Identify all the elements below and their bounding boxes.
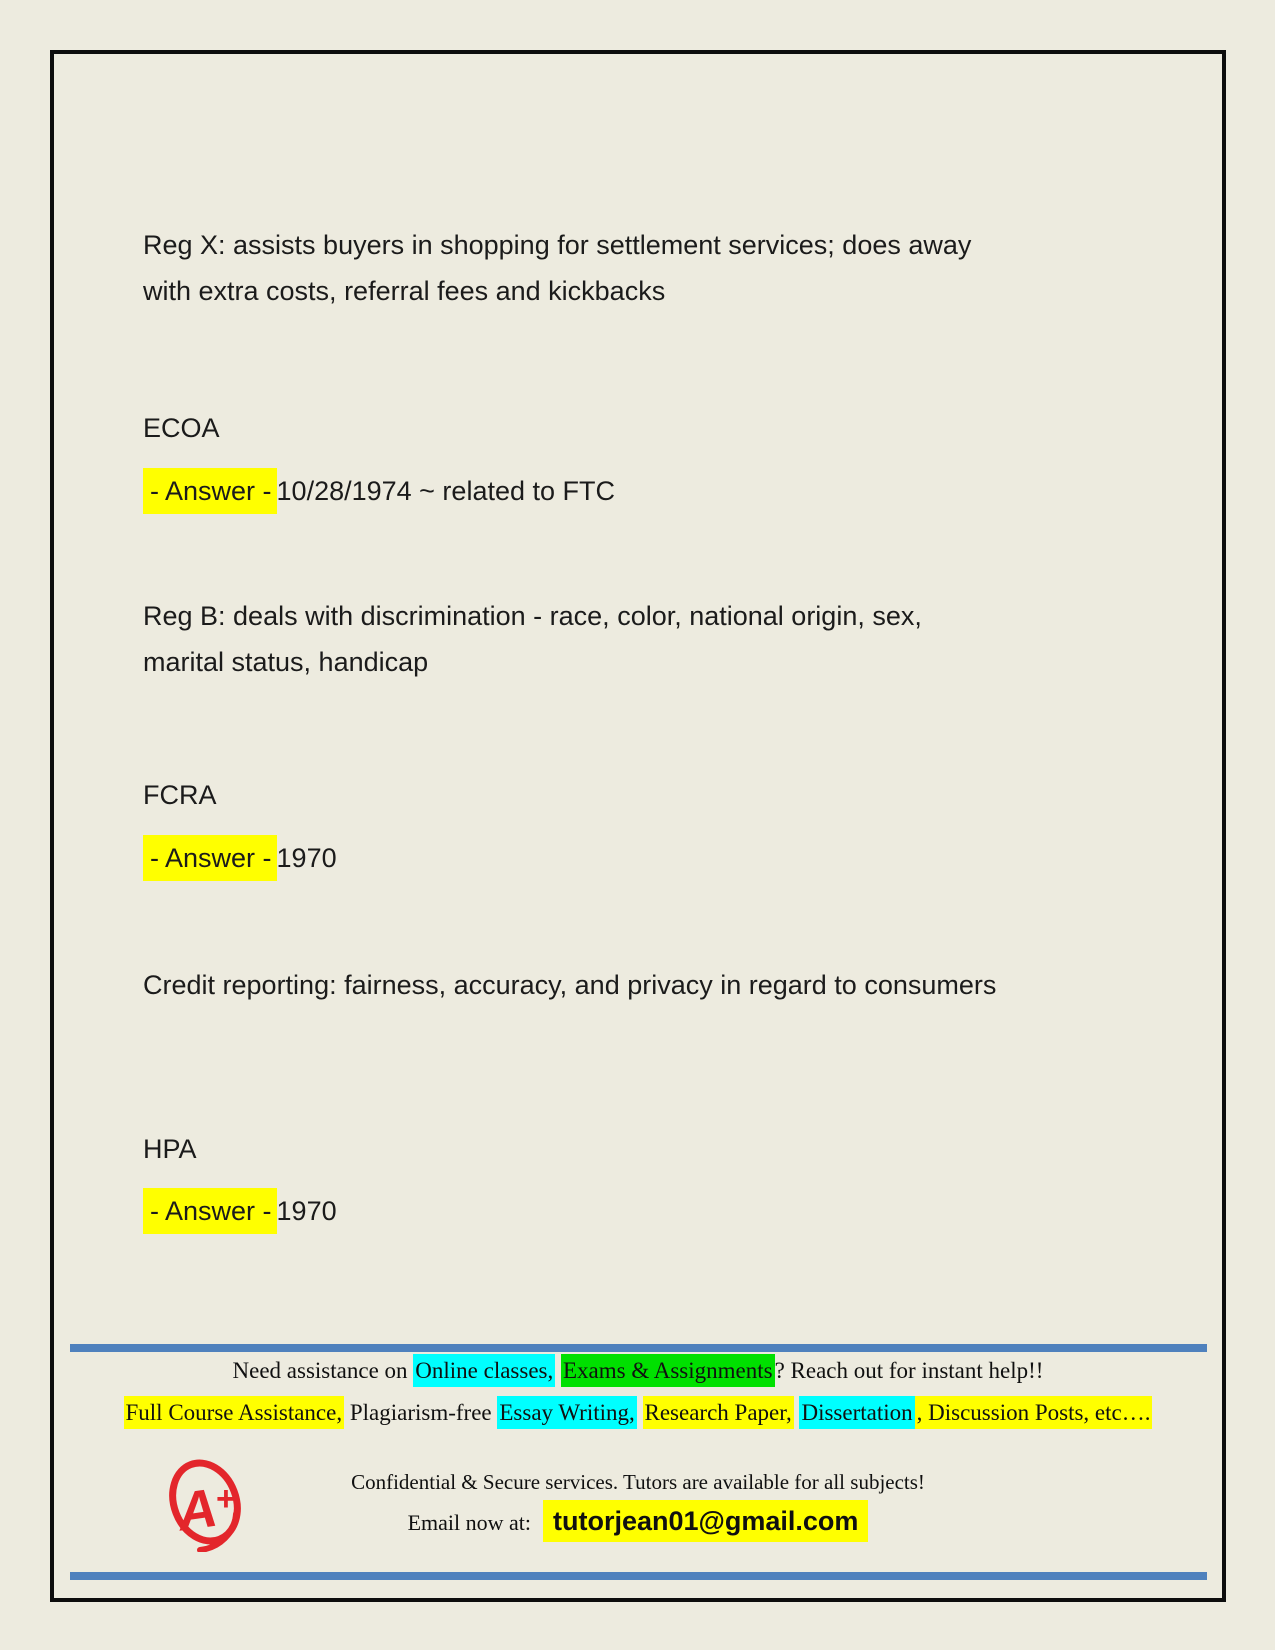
footer-services-line bbox=[51, 1400, 1225, 1426]
answer-highlight: - Answer - bbox=[143, 835, 277, 881]
footer-text: ? Reach out for instant help!! bbox=[774, 1358, 1044, 1383]
email-address: tutorjean01@gmail.com bbox=[543, 1500, 868, 1542]
email-label: Email now at: bbox=[407, 1510, 531, 1535]
answer-hpa bbox=[143, 1188, 337, 1234]
definition-line: Reg B: deals with discrimination - race, color, national origin, sex, bbox=[143, 601, 922, 631]
footer-help-line bbox=[51, 1358, 1225, 1384]
highlight-essay-writing: Essay Writing, bbox=[497, 1396, 636, 1429]
term-hpa: HPA bbox=[143, 1134, 197, 1164]
term-ecoa: ECOA bbox=[143, 413, 220, 443]
answer-highlight: - Answer - bbox=[143, 468, 277, 514]
footer-text: Plagiarism-free bbox=[344, 1400, 498, 1425]
definition-line: Credit reporting: fairness, accuracy, and privacy in regard to consumers bbox=[143, 970, 997, 1000]
answer-text: 10/28/1974 ~ related to FTC bbox=[276, 476, 615, 506]
definition-reg-b bbox=[143, 593, 922, 685]
answer-highlight: - Answer - bbox=[143, 1188, 277, 1234]
highlight-dissertation: Dissertation bbox=[799, 1396, 914, 1429]
highlight-research-paper: Research Paper, bbox=[643, 1396, 794, 1429]
footer-email-line bbox=[51, 1506, 1225, 1537]
top-divider-rule bbox=[70, 1344, 1207, 1352]
footer-text bbox=[637, 1400, 643, 1425]
answer-text: 1970 bbox=[276, 1196, 337, 1226]
answer-fcra bbox=[143, 835, 337, 881]
highlight-discussion-posts: , Discussion Posts, etc…. bbox=[915, 1396, 1153, 1429]
footer-confidential-line: Confidential & Secure services. Tutors are available for all subjects! bbox=[351, 1470, 925, 1494]
logo-plus: + bbox=[216, 1480, 236, 1518]
term-fcra: FCRA bbox=[143, 780, 217, 810]
highlight-full-course-assistance: Full Course Assistance, bbox=[124, 1396, 345, 1429]
answer-text: 1970 bbox=[276, 843, 337, 873]
logo-letter: A bbox=[173, 1477, 221, 1543]
definition-line: with extra costs, referral fees and kickbacks bbox=[143, 276, 666, 306]
definition-line: marital status, handicap bbox=[143, 647, 429, 677]
definition-credit-reporting bbox=[143, 962, 996, 1008]
footer-text: Need assistance on bbox=[232, 1358, 414, 1383]
bottom-divider-rule bbox=[70, 1572, 1207, 1580]
highlight-online-classes: Online classes, bbox=[413, 1354, 555, 1387]
answer-ecoa bbox=[143, 468, 615, 514]
definition-line: Reg X: assists buyers in shopping for settlement services; does away bbox=[143, 230, 972, 260]
definition-reg-x bbox=[143, 222, 971, 314]
highlight-exams-assignments: Exams & Assignments bbox=[561, 1354, 775, 1387]
